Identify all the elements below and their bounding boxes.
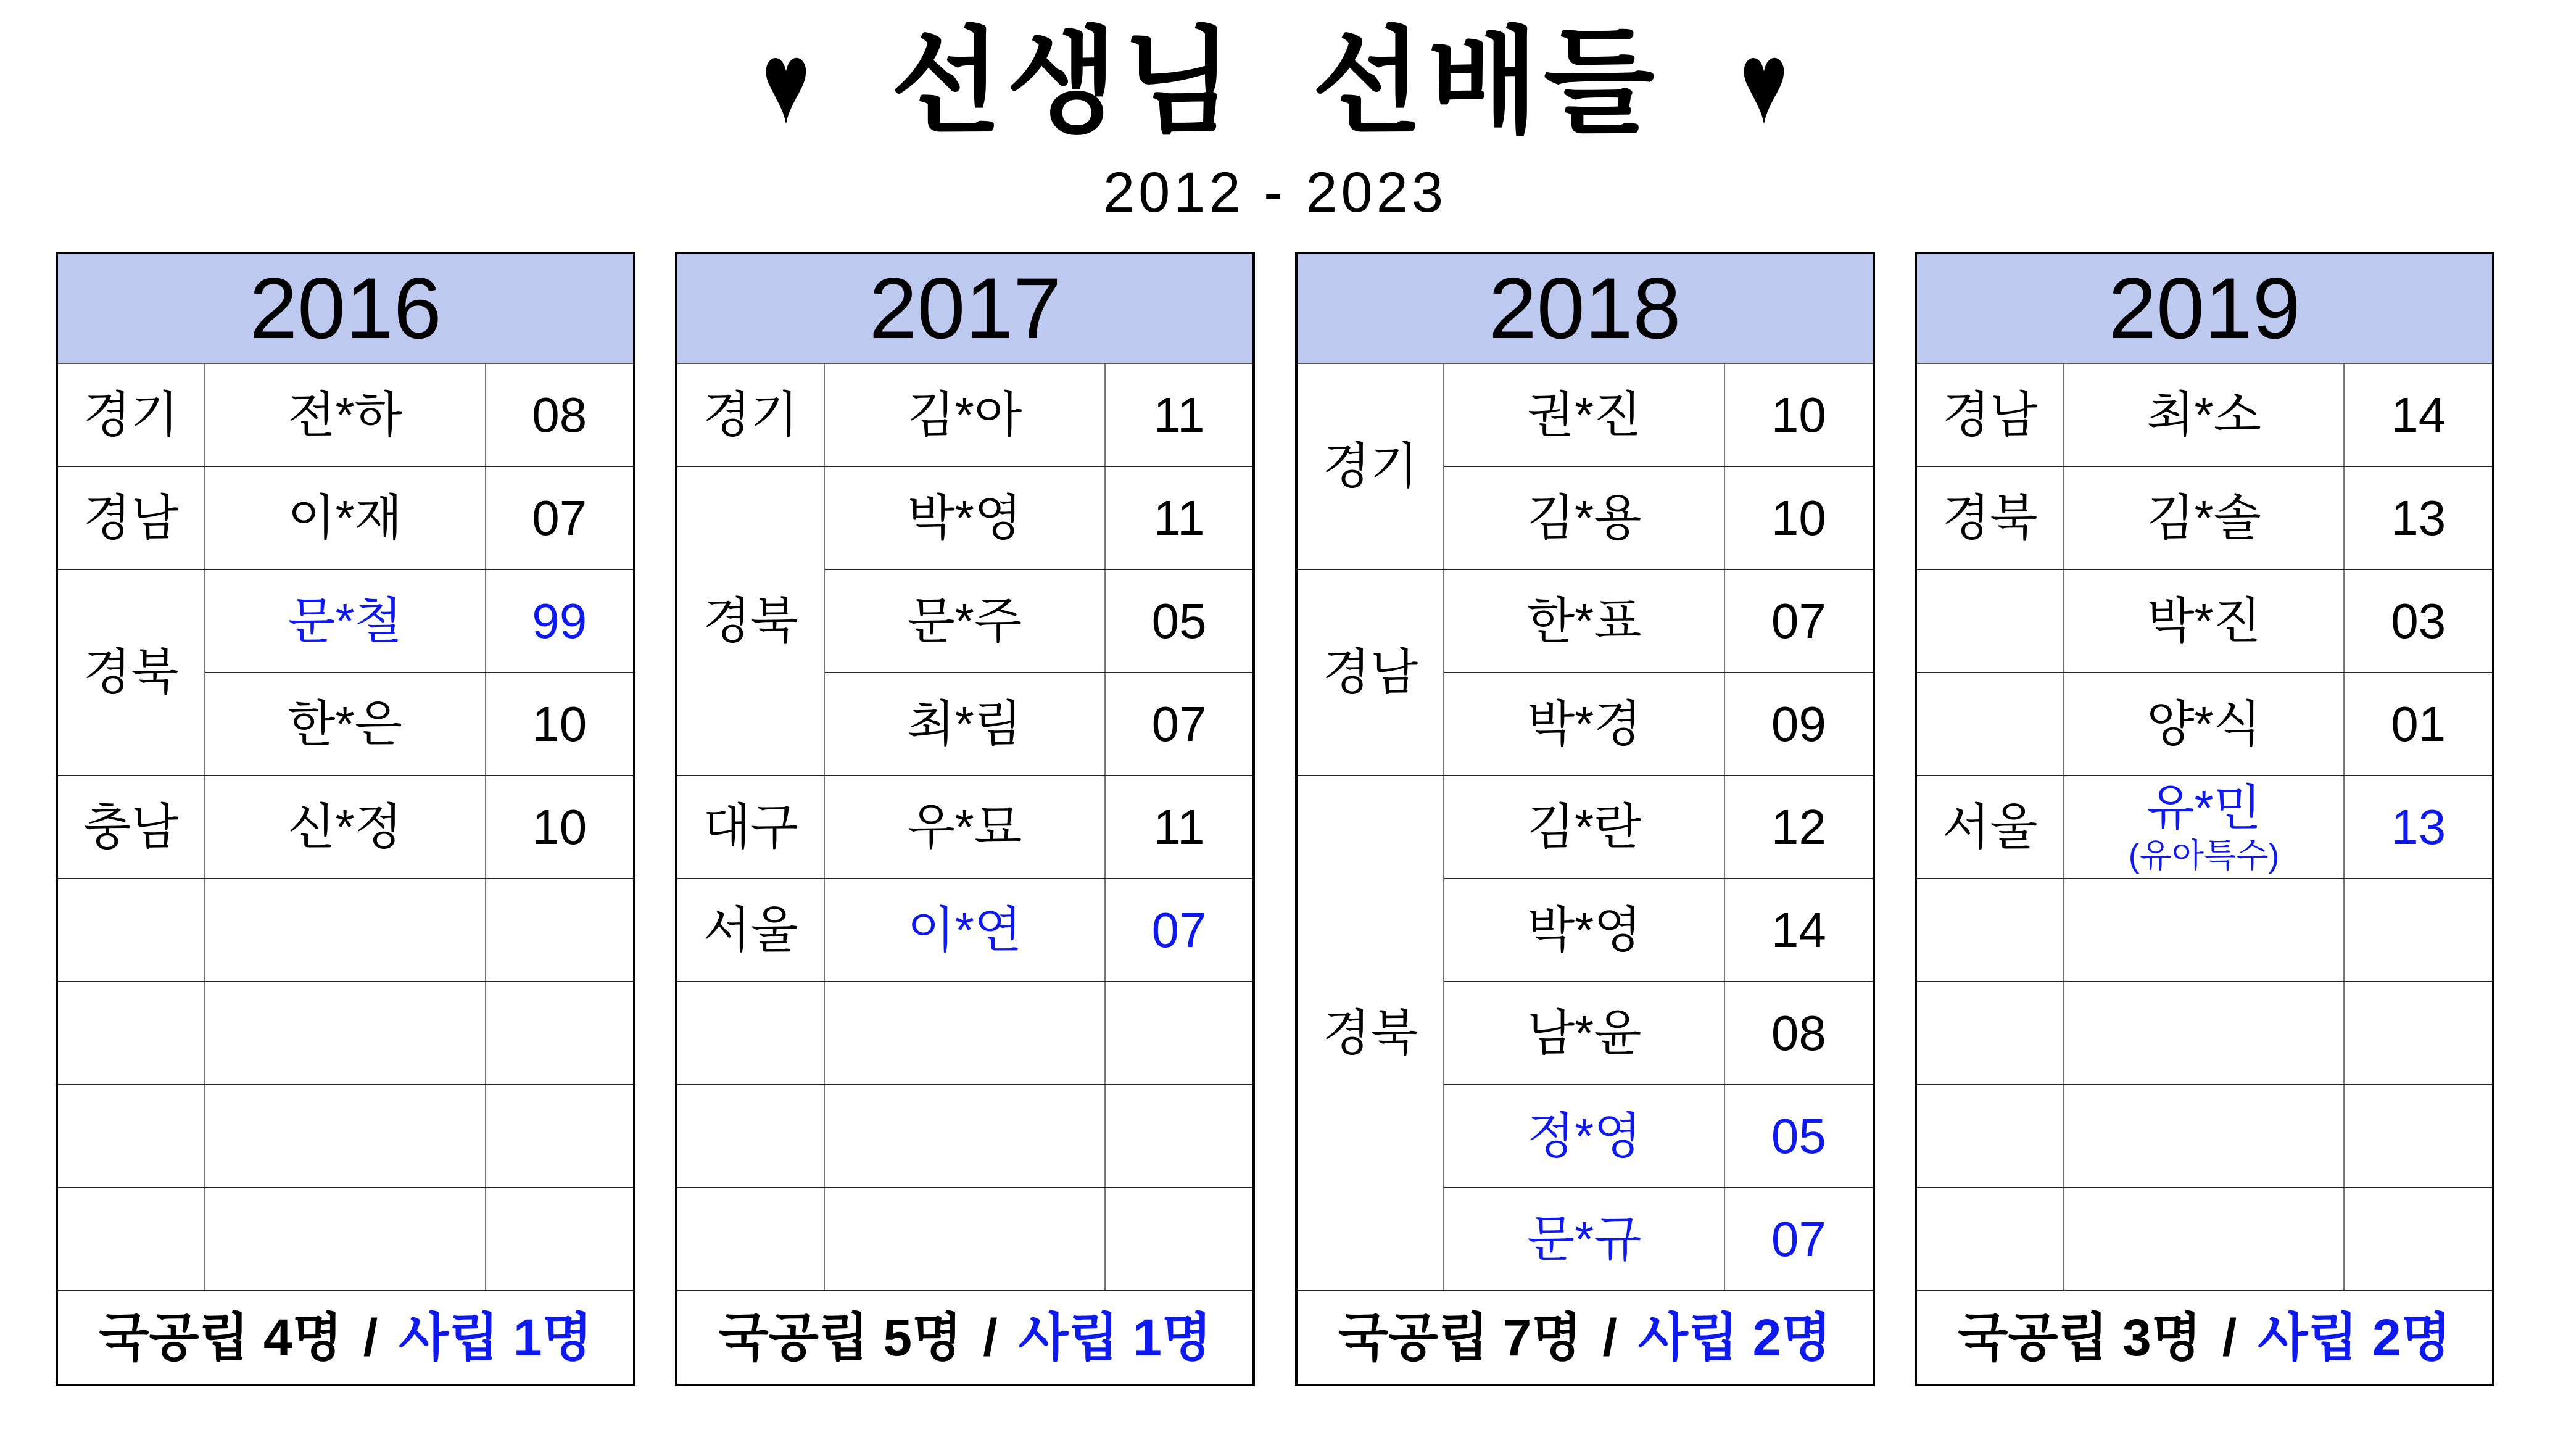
count-cell-text: 99 — [532, 593, 587, 648]
table-row — [57, 466, 634, 569]
empty-cell — [676, 1085, 824, 1188]
table-row — [1916, 1188, 2493, 1291]
name-cell — [205, 569, 486, 672]
count-cell-text: 11 — [1153, 490, 1205, 545]
empty-cell — [1916, 879, 2064, 982]
name-cell — [1444, 1085, 1724, 1188]
year-header: 2017 — [676, 253, 1254, 363]
table-row — [1296, 776, 1874, 879]
empty-cell — [205, 1188, 486, 1291]
count-cell — [2344, 569, 2493, 672]
count-cell — [1105, 879, 1254, 982]
table-footer — [57, 1291, 634, 1385]
table-row — [1916, 879, 2493, 982]
count-cell-text: 13 — [2391, 799, 2446, 854]
count-cell-text: 12 — [1771, 799, 1826, 854]
page-title — [0, 11, 2550, 154]
name-cell-text: 박*진 — [2146, 593, 2261, 648]
name-cell-text: 남*윤 — [1526, 1005, 1642, 1061]
count-cell — [2344, 776, 2493, 879]
table-row — [676, 776, 1254, 879]
region-cell — [1916, 466, 2064, 569]
empty-cell — [57, 982, 205, 1085]
name-cell — [2064, 672, 2345, 776]
count-cell — [2344, 466, 2493, 569]
count-cell-text: 10 — [1771, 490, 1826, 545]
name-cell-text: 이*연 — [907, 902, 1022, 958]
name-cell-text: 양*식 — [2146, 696, 2261, 751]
name-cell — [1444, 1188, 1724, 1291]
empty-cell — [2064, 982, 2345, 1085]
count-cell-text: 10 — [532, 799, 587, 854]
count-cell-text: 09 — [1771, 696, 1826, 751]
year-header: 2018 — [1296, 253, 1874, 363]
count-cell-text: 11 — [1153, 387, 1205, 442]
table-footer-row — [1916, 1291, 2493, 1385]
region-cell — [676, 776, 824, 879]
empty-cell — [2344, 879, 2493, 982]
empty-cell — [1916, 1085, 2064, 1188]
empty-cell — [1916, 982, 2064, 1085]
count-cell-text: 14 — [1771, 902, 1826, 958]
region-cell — [1296, 363, 1444, 569]
name-cell — [824, 672, 1105, 776]
table-row — [57, 569, 634, 672]
table-footer-row — [1296, 1291, 1874, 1385]
table-footer — [676, 1291, 1254, 1385]
year-header-row — [1296, 253, 1874, 363]
count-cell — [486, 569, 635, 672]
empty-cell — [205, 982, 486, 1085]
count-cell — [2344, 363, 2493, 466]
name-cell — [2064, 466, 2345, 569]
region-cell-text: 경남 — [1322, 645, 1418, 700]
name-cell — [1444, 982, 1724, 1085]
name-cell-text: 김*란 — [1526, 799, 1642, 854]
count-cell-text: 05 — [1151, 593, 1207, 648]
count-cell-text: 10 — [1771, 387, 1826, 442]
empty-cell — [2344, 1188, 2493, 1291]
table-row — [676, 1188, 1254, 1291]
count-cell — [1724, 982, 1874, 1085]
name-cell — [824, 776, 1105, 879]
empty-cell — [2064, 879, 2345, 982]
name-cell-text: 우*묘 — [907, 799, 1022, 854]
table-row — [57, 776, 634, 879]
count-cell — [1724, 466, 1874, 569]
empty-cell — [2344, 982, 2493, 1085]
title-text: 선생님 선배들 — [890, 19, 1660, 146]
empty-cell — [2064, 1188, 2345, 1291]
count-cell — [1724, 363, 1874, 466]
region-cell — [57, 776, 205, 879]
table-row — [1916, 776, 2493, 879]
empty-cell — [824, 1188, 1105, 1291]
name-cell — [1444, 466, 1724, 569]
table-row — [1916, 672, 2493, 776]
count-cell — [486, 672, 635, 776]
footer-public-count: 국공립 3명 — [1958, 1308, 2201, 1367]
table-row — [1296, 363, 1874, 466]
footer-separator: / — [1602, 1308, 1617, 1367]
table-row — [57, 1188, 634, 1291]
name-cell — [824, 569, 1105, 672]
footer-public-count: 국공립 4명 — [99, 1308, 342, 1367]
subtitle-year-range: 2012 - 2023 — [1103, 161, 1447, 224]
empty-cell — [824, 982, 1105, 1085]
region-cell — [676, 879, 824, 982]
name-cell-text: 한*표 — [1526, 593, 1642, 648]
name-cell-text: 김*솔 — [2146, 490, 2261, 545]
year-header-row — [1916, 253, 2493, 363]
region-cell-text: 경북 — [83, 645, 179, 700]
heart-right-icon: ♥ — [1740, 17, 1789, 148]
footer-separator: / — [2222, 1308, 2237, 1367]
count-cell — [1724, 879, 1874, 982]
table-row — [676, 1085, 1254, 1188]
count-cell-text: 10 — [532, 696, 587, 751]
name-cell-text: 전*하 — [288, 387, 402, 442]
name-cell-text: 박*영 — [907, 490, 1022, 545]
footer-private-count: 사립 1명 — [399, 1308, 592, 1367]
year-table — [675, 252, 1255, 1386]
empty-cell — [486, 879, 635, 982]
empty-cell — [57, 1085, 205, 1188]
empty-cell — [205, 879, 486, 982]
footer-private-count: 사립 2명 — [2258, 1308, 2451, 1367]
count-cell-text: 07 — [1771, 593, 1826, 648]
region-cell — [1296, 776, 1444, 1291]
name-cell — [1444, 672, 1724, 776]
count-cell — [1724, 1085, 1874, 1188]
count-cell-text: 13 — [2391, 490, 2446, 545]
region-cell — [676, 363, 824, 466]
footer-public-count: 국공립 5명 — [718, 1308, 962, 1367]
region-cell — [57, 466, 205, 569]
empty-cell — [676, 1188, 824, 1291]
count-cell — [1105, 776, 1254, 879]
region-cell-text: 경남 — [83, 490, 179, 545]
count-cell — [486, 363, 635, 466]
count-cell-text: 01 — [2391, 696, 2446, 751]
empty-cell — [1916, 569, 2064, 672]
count-cell-text: 14 — [2391, 387, 2446, 442]
region-cell-text: 경남 — [1942, 387, 2038, 442]
empty-cell — [2064, 1085, 2345, 1188]
region-cell-text: 서울 — [703, 902, 798, 958]
table-footer-row — [676, 1291, 1254, 1385]
year-table — [1295, 252, 1875, 1386]
count-cell — [486, 776, 635, 879]
name-cell-text: 한*은 — [288, 696, 402, 751]
table-row — [1916, 363, 2493, 466]
count-cell — [1105, 363, 1254, 466]
year-header: 2019 — [1916, 253, 2493, 363]
region-cell — [57, 569, 205, 776]
heart-left-icon: ♥ — [761, 17, 810, 148]
empty-cell — [205, 1085, 486, 1188]
empty-cell — [57, 1188, 205, 1291]
table-row — [1916, 1085, 2493, 1188]
region-cell — [1916, 776, 2064, 879]
table-row — [1916, 982, 2493, 1085]
table-footer — [1916, 1291, 2493, 1385]
count-cell — [1724, 776, 1874, 879]
name-cell-text: 신*정 — [288, 799, 402, 854]
count-cell-text: 07 — [532, 490, 587, 545]
footer-private-count: 사립 2명 — [1637, 1308, 1832, 1367]
year-header: 2016 — [57, 253, 634, 363]
table-row — [1916, 569, 2493, 672]
table-row — [676, 982, 1254, 1085]
count-cell-text: 03 — [2391, 593, 2446, 648]
name-cell — [205, 363, 486, 466]
table-footer — [1296, 1291, 1874, 1385]
count-cell — [1105, 466, 1254, 569]
name-cell — [824, 879, 1105, 982]
empty-cell — [1916, 1188, 2064, 1291]
region-cell — [676, 466, 824, 776]
name-cell-text: 문*주 — [907, 593, 1022, 648]
empty-cell — [676, 982, 824, 1085]
empty-cell — [486, 1085, 635, 1188]
name-cell-text: 박*영 — [1526, 902, 1642, 958]
count-cell-text: 08 — [532, 387, 587, 442]
region-cell-text: 경기 — [1322, 439, 1418, 494]
empty-cell — [824, 1085, 1105, 1188]
region-cell-text: 경북 — [703, 593, 798, 648]
footer-private-count: 사립 1명 — [1018, 1308, 1212, 1367]
footer-public-count: 국공립 7명 — [1338, 1308, 1582, 1367]
empty-cell — [486, 982, 635, 1085]
name-cell-text: 김*용 — [1526, 490, 1642, 545]
name-cell — [1444, 569, 1724, 672]
year-table — [56, 252, 635, 1386]
empty-cell — [486, 1188, 635, 1291]
name-cell — [2064, 363, 2345, 466]
region-cell — [57, 363, 205, 466]
name-cell — [1444, 776, 1724, 879]
table-row — [676, 879, 1254, 982]
empty-cell — [1105, 1188, 1254, 1291]
name-note: (유아특수) — [2128, 837, 2280, 874]
count-cell — [1724, 1188, 1874, 1291]
name-cell — [824, 466, 1105, 569]
table-row — [57, 879, 634, 982]
name-cell-text: 박*경 — [1526, 696, 1642, 751]
name-cell-text: 최*림 — [907, 696, 1022, 751]
name-cell-text: 문*규 — [1526, 1211, 1642, 1267]
footer-separator: / — [363, 1308, 378, 1367]
count-cell-text: 07 — [1771, 1211, 1826, 1267]
name-cell-text: 문*철 — [288, 593, 402, 648]
name-cell-text: 권*진 — [1526, 387, 1642, 442]
region-cell-text: 대구 — [703, 799, 798, 854]
empty-cell — [57, 879, 205, 982]
count-cell — [2344, 672, 2493, 776]
table-row — [57, 982, 634, 1085]
count-cell-text: 05 — [1771, 1108, 1826, 1164]
name-cell-text: 유*민 — [2146, 780, 2261, 835]
footer-separator: / — [983, 1308, 998, 1367]
table-row — [676, 466, 1254, 569]
year-tables-container — [0, 252, 2550, 1386]
count-cell — [1105, 672, 1254, 776]
empty-cell — [1916, 672, 2064, 776]
count-cell-text: 07 — [1151, 902, 1207, 958]
count-cell-text: 07 — [1151, 696, 1207, 751]
name-cell — [205, 776, 486, 879]
table-row — [1296, 569, 1874, 672]
region-cell-text: 서울 — [1942, 799, 2038, 854]
region-cell — [1916, 363, 2064, 466]
name-cell-text: 최*소 — [2146, 387, 2261, 442]
count-cell — [1105, 569, 1254, 672]
region-cell-text: 경기 — [703, 387, 798, 442]
table-row — [57, 363, 634, 466]
region-cell-text: 충남 — [83, 799, 179, 854]
table-footer-row — [57, 1291, 634, 1385]
count-cell — [1724, 672, 1874, 776]
year-table — [1915, 252, 2494, 1386]
count-cell — [486, 466, 635, 569]
year-header-row — [57, 253, 634, 363]
name-cell — [1444, 363, 1724, 466]
name-cell — [824, 363, 1105, 466]
name-cell-text: 김*아 — [907, 387, 1022, 442]
region-cell-text: 경북 — [1942, 490, 2038, 545]
region-cell — [1296, 569, 1444, 776]
name-cell — [1444, 879, 1724, 982]
table-row — [676, 363, 1254, 466]
name-cell — [2064, 776, 2345, 879]
count-cell-text: 11 — [1153, 799, 1205, 854]
region-cell-text: 경북 — [1322, 1005, 1418, 1061]
year-header-row — [676, 253, 1254, 363]
name-cell — [205, 466, 486, 569]
name-cell-text: 이*재 — [288, 490, 402, 545]
empty-cell — [1105, 1085, 1254, 1188]
region-cell-text: 경기 — [83, 387, 179, 442]
table-row — [1916, 466, 2493, 569]
name-cell — [2064, 569, 2345, 672]
count-cell — [1724, 569, 1874, 672]
name-cell-text: 정*영 — [1526, 1108, 1642, 1164]
empty-cell — [1105, 982, 1254, 1085]
empty-cell — [2344, 1085, 2493, 1188]
table-row — [57, 1085, 634, 1188]
count-cell-text: 08 — [1771, 1005, 1826, 1061]
name-cell — [205, 672, 486, 776]
